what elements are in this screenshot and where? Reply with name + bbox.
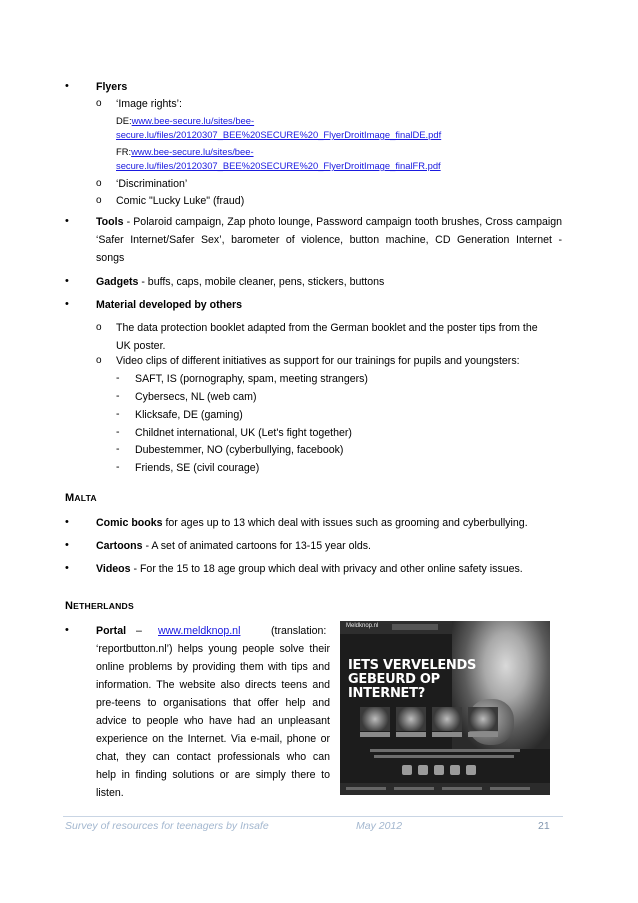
site-tile-label (468, 732, 498, 737)
sub-bullet: o (96, 322, 102, 333)
clip-item: Childnet international, UK (Let's fight together) (135, 427, 352, 439)
portal-line: listen. (96, 787, 124, 799)
site-footer-link (346, 787, 386, 790)
site-tile (396, 707, 426, 731)
gadgets-line: Gadgets - buffs, caps, mobile cleaner, pens, stickers, buttons (96, 276, 385, 288)
portal-line: online problems by providing them with tips and (96, 661, 330, 673)
dash: - (116, 372, 120, 384)
site-tile (432, 707, 462, 731)
site-icon (402, 765, 412, 775)
portal-label: Portal (96, 625, 127, 637)
site-nav (392, 624, 438, 630)
sub-bullet: o (96, 355, 102, 366)
footer-title: Survey of resources for teenagers by Insafe (65, 820, 269, 832)
site-text (370, 749, 520, 752)
clip-item: SAFT, IS (pornography, spam, meeting strangers) (135, 373, 368, 385)
flyers-label: Flyers (96, 81, 128, 93)
site-footer-link (442, 787, 482, 790)
tools-line1: Tools - Polaroid campaign, Zap photo lounge, Password campaign tooth brushes, Cross campaign (96, 216, 562, 228)
site-logo: Meldknop.nl (346, 623, 379, 629)
sub-bullet: o (96, 98, 102, 109)
material-item2: Video clips of different initiatives as support for our trainings for pupils and youngsters: (116, 355, 520, 367)
portal-translation: (translation: (271, 625, 327, 637)
bullet: • (65, 562, 69, 574)
sub-bullet: o (96, 178, 102, 189)
site-icon (450, 765, 460, 775)
site-icon (418, 765, 428, 775)
dash: - (116, 390, 120, 402)
fr-link-line1: FR:www.bee-secure.lu/sites/bee- (116, 146, 254, 157)
page-number: 21 (538, 820, 550, 832)
bullet: • (65, 275, 69, 287)
portal-line: chat, they can contact professionals who can (96, 751, 330, 763)
dash: - (116, 443, 120, 455)
footer-divider (63, 816, 563, 817)
bullet: • (65, 80, 69, 92)
meldknop-link[interactable]: www.meldknop.nl (158, 625, 241, 637)
bullet: • (65, 516, 69, 528)
site-icon (466, 765, 476, 775)
fr-link[interactable]: www.bee-secure.lu/sites/bee- (131, 146, 254, 157)
malta-videos: Videos - For the 15 to 18 age group which deal with privacy and other online safety issues. (96, 563, 523, 575)
site-tile-label (432, 732, 462, 737)
material-item1-line2: UK poster. (116, 340, 166, 352)
bullet: • (65, 298, 69, 310)
portal-line: help in finding solutions or are simply there to (96, 769, 330, 781)
clip-item: Cybersecs, NL (web cam) (135, 391, 257, 403)
fr-link-line2[interactable]: secure.lu/files/20120307_BEE%20SECURE%20_FlyerDroitImage_finalFR.pdf (116, 160, 441, 171)
discrimination-label: ‘Discrimination’ (116, 178, 188, 190)
malta-heading: MALTA (65, 492, 97, 504)
dash: - (116, 426, 120, 438)
bullet: • (65, 539, 69, 551)
site-tile-label (396, 732, 426, 737)
dash: - (116, 408, 120, 420)
material-label: Material developed by others (96, 299, 243, 311)
tools-line3: songs (96, 252, 125, 264)
site-footer-link (394, 787, 434, 790)
portal-line: experience on the Internet. Via e-mail, phone or (96, 733, 330, 745)
meldknop-screenshot (340, 621, 550, 795)
sub-bullet: o (96, 195, 102, 206)
clip-item: Dubestemmer, NO (cyberbullying, facebook) (135, 444, 344, 456)
site-tile-label (360, 732, 390, 737)
site-tile (468, 707, 498, 731)
portal-line: advice to people who have had an unpleasant (96, 715, 330, 727)
site-text (374, 755, 514, 758)
malta-cartoons: Cartoons - A set of animated cartoons for 13-15 year olds. (96, 540, 371, 552)
de-link[interactable]: www.bee-secure.lu/sites/bee- (131, 115, 255, 126)
site-headline: IETS VERVELENDS GEBEURD OP INTERNET? (348, 658, 477, 701)
portal-line: pre-teens to organisations that offer help and (96, 697, 330, 709)
malta-comic: Comic books for ages up to 13 which deal with issues such as grooming and cyberbullying. (96, 517, 528, 529)
image-rights-label: ‘Image rights’: (116, 98, 182, 110)
comic-label: Comic "Lucky Luke" (fraud) (116, 195, 245, 207)
portal-dash: – (136, 625, 142, 637)
portal-line: information. The website also directs teens and (96, 679, 330, 691)
bullet: • (65, 624, 69, 636)
netherlands-heading: NETHERLANDS (65, 600, 134, 612)
material-item1-line1: The data protection booklet adapted from the German booklet and the poster tips from the (116, 322, 538, 334)
clip-item: Friends, SE (civil courage) (135, 462, 260, 474)
bullet: • (65, 215, 69, 227)
portal-line: ‘reportbutton.nl’) helps young people solve their (96, 643, 330, 655)
de-link-line1: DE:www.bee-secure.lu/sites/bee- (116, 115, 255, 126)
de-link-line2[interactable]: secure.lu/files/20120307_BEE%20SECURE%20_FlyerDroitImage_finalDE.pdf (116, 129, 442, 140)
clip-item: Klicksafe, DE (gaming) (135, 409, 243, 421)
site-tile (360, 707, 390, 731)
site-icon (434, 765, 444, 775)
site-footer-link (490, 787, 530, 790)
tools-line2: ‘Safer Internet/Safer Sex’, barometer of violence, button machine, CD Generation Internet - (96, 234, 562, 246)
dash: - (116, 461, 120, 473)
footer-date: May 2012 (356, 820, 403, 832)
